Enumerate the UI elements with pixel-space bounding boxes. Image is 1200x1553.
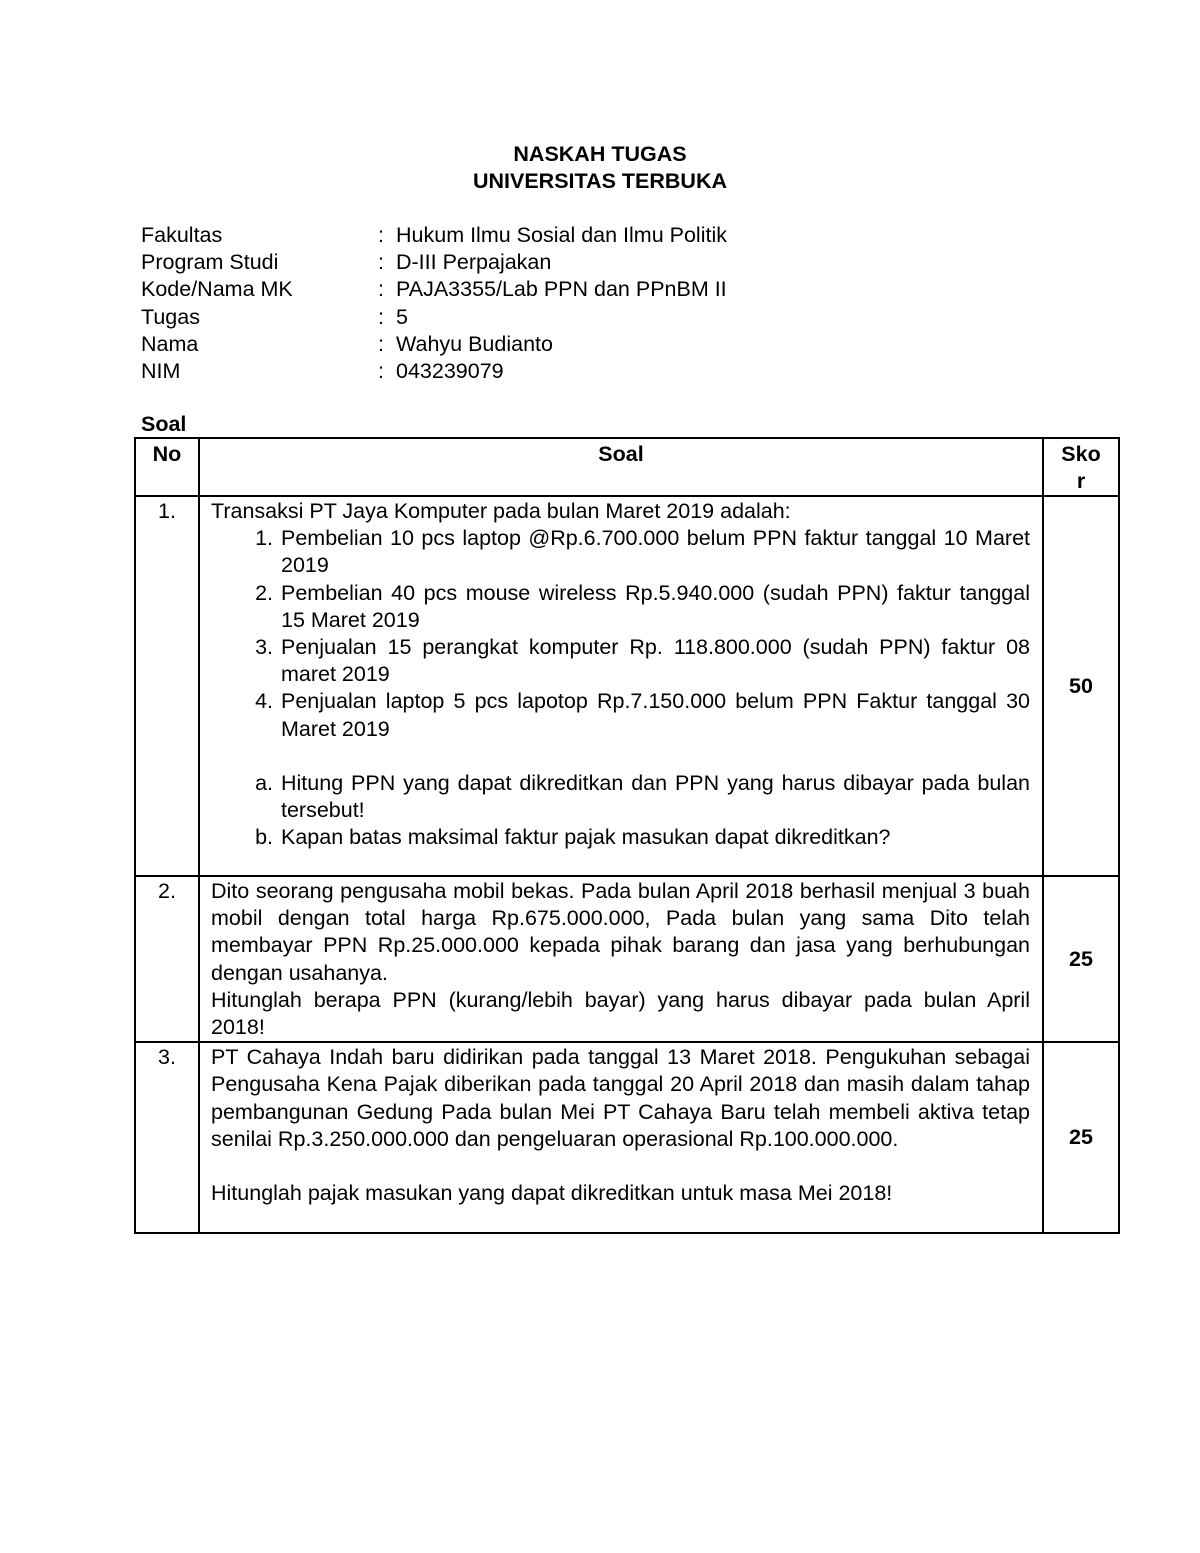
title-line-1: NASKAH TUGAS xyxy=(513,142,687,166)
question-score: 25 xyxy=(1043,876,1119,1042)
meta-colon: : xyxy=(378,331,384,356)
header-cell-skor: Skor xyxy=(1043,438,1119,496)
question-paragraph: Dito seorang pengusaha mobil bekas. Pada bulan April 2018 berhasil menjual 3 buah mobil dengan total harga Rp.675.000.000, Pada bulan yang sama Dito telah membayar PPN Rp.25.000.000 kepada pihak barang dan jasa yang berhubungan dengan usahanya. xyxy=(211,879,1030,985)
question-score: 50 xyxy=(1043,496,1119,876)
question-text xyxy=(199,876,1043,1042)
meta-row-nim xyxy=(141,358,727,385)
meta-label: Kode/Nama MK xyxy=(141,277,293,302)
identity-block xyxy=(141,222,727,385)
question-number: 3. xyxy=(135,1042,199,1233)
questions-table xyxy=(134,437,1120,1234)
meta-row-fakultas xyxy=(141,222,727,249)
meta-value: 5 xyxy=(396,304,408,329)
list-item: b. Kapan batas maksimal faktur pajak masukan dapat dikreditkan? xyxy=(255,825,891,850)
meta-colon: : xyxy=(378,277,384,302)
question-text xyxy=(199,1042,1043,1233)
header-cell-soal: Soal xyxy=(199,438,1043,496)
header-cell-no: No xyxy=(135,438,199,496)
document-title xyxy=(0,141,1200,195)
table-header-row xyxy=(135,438,1119,496)
meta-label: Program Studi xyxy=(141,250,279,275)
list-item: 2. Pembelian 40 pcs mouse wireless Rp.5.940.000 (sudah PPN) faktur tanggal 15 Maret 2019 xyxy=(255,580,1030,632)
list-item: 3. Penjualan 15 perangkat komputer Rp. 118.800.000 (sudah PPN) faktur 08 maret 2019 xyxy=(255,635,1030,687)
question-paragraph: Hitunglah pajak masukan yang dapat dikreditkan untuk masa Mei 2018! xyxy=(211,1181,893,1206)
meta-label: NIM xyxy=(141,358,181,383)
meta-colon: : xyxy=(378,304,384,329)
section-heading-soal: Soal xyxy=(141,412,187,436)
meta-colon: : xyxy=(378,223,384,247)
table-row xyxy=(135,496,1119,876)
meta-label: Tugas xyxy=(141,304,200,329)
question-paragraph: Hitunglah berapa PPN (kurang/lebih bayar) yang harus dibayar pada bulan April 2018! xyxy=(211,987,1030,1040)
question-number: 1. xyxy=(135,496,199,876)
meta-row-nama xyxy=(141,331,727,358)
meta-row-program-studi xyxy=(141,249,727,276)
question-intro: Transaksi PT Jaya Komputer pada bulan Maret 2019 adalah: xyxy=(211,499,791,523)
meta-colon: : xyxy=(378,358,384,383)
list-item: 4. Penjualan laptop 5 pcs lapotop Rp.7.150.000 belum PPN Faktur tanggal 30 Maret 2019 xyxy=(255,689,1030,741)
meta-row-kode-mk xyxy=(141,276,727,303)
meta-value: 043239079 xyxy=(396,358,504,383)
meta-value: PAJA3355/Lab PPN dan PPnBM II xyxy=(396,277,727,302)
question-text xyxy=(199,496,1043,876)
table-row xyxy=(135,876,1119,1042)
meta-value: Wahyu Budianto xyxy=(396,331,553,356)
list-item: 1. Pembelian 10 pcs laptop @Rp.6.700.000 belum PPN faktur tanggal 10 Maret 2019 xyxy=(255,526,1030,578)
transaction-list xyxy=(211,525,1030,743)
meta-label: Fakultas xyxy=(141,223,223,247)
question-score: 25 xyxy=(1043,1042,1119,1233)
table-row xyxy=(135,1042,1119,1233)
question-paragraph: PT Cahaya Indah baru didirikan pada tanggal 13 Maret 2018. Pengukuhan sebagai Pengusaha Kena Pajak diberikan pada tanggal 20 April 2018 dan masih dalam tahap pembangunan Gedung Pada bulan Mei PT Cahaya Baru telah membeli aktiva tetap senilai Rp.3.250.000.000 dan pengeluaran operasional Rp.100.000.000. xyxy=(211,1045,1030,1151)
sub-question-list xyxy=(211,770,1030,852)
meta-value: Hukum Ilmu Sosial dan Ilmu Politik xyxy=(396,223,727,247)
meta-colon: : xyxy=(378,250,384,275)
title-line-2: UNIVERSITAS TERBUKA xyxy=(472,169,728,193)
list-item: a. Hitung PPN yang dapat dikreditkan dan PPN yang harus dibayar pada bulan tersebut! xyxy=(255,770,1030,823)
meta-row-tugas xyxy=(141,304,727,331)
meta-value: D-III Perpajakan xyxy=(396,250,552,275)
meta-label: Nama xyxy=(141,331,199,356)
question-number: 2. xyxy=(135,876,199,1042)
